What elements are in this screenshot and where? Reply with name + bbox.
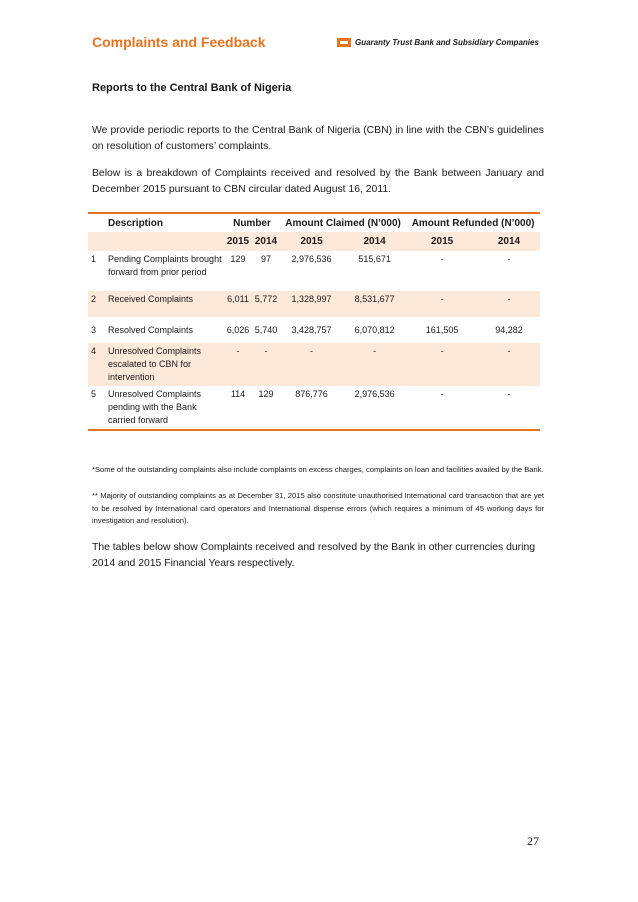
row-number: 4: [88, 343, 106, 386]
cell-value: -: [280, 343, 343, 386]
header-company-name: Guaranty Trust Bank and Subsidiary Companies: [355, 38, 539, 47]
cell-value: -: [406, 386, 478, 430]
header-amount-claimed: Amount Claimed (N’000): [280, 213, 406, 232]
footnote-2: ** Majority of outstanding complaints as at December 31, 2015 also constitute unauthorised International card transaction that are yet to be resolved by International card operators and International dispense errors (which requires a minimum of 45 working days for investigation and resolution).: [92, 491, 544, 525]
cell-value: -: [343, 343, 406, 386]
cell-value: 6,070,812: [354, 324, 395, 335]
row-description: Received Complaints: [106, 291, 224, 317]
cell-value: 6,011: [224, 291, 252, 317]
table-row: [88, 386, 540, 430]
cell-value: 3,428,757: [291, 324, 332, 335]
cell-value: -: [478, 343, 540, 386]
complaints-table: [88, 212, 540, 431]
footnote-1: *Some of the outstanding complaints also include complaints on excess charges, complaints on loan and facilities availed by the Bank.: [92, 465, 544, 474]
table-row: [88, 251, 540, 291]
row-number: 5: [88, 386, 106, 430]
cell-value: -: [440, 254, 444, 264]
row-number: 3: [91, 324, 97, 335]
gtbank-logo-icon: [337, 38, 351, 47]
table-row: [88, 291, 540, 317]
table-year-row: [88, 232, 540, 251]
page-header-title: Complaints and Feedback: [92, 34, 266, 50]
header-amount-refunded: Amount Refunded (N’000): [406, 213, 540, 232]
year-header: 2014: [252, 232, 280, 251]
cell-value: 2,976,536: [291, 254, 332, 264]
row-description: Unresolved Complaints pending with the Bank carried forward: [106, 386, 224, 430]
closing-paragraph: The tables below show Complaints received and resolved by the Bank in other currencies during 2014 and 2015 Financial Years respectively.: [92, 542, 535, 569]
cell-value: -: [406, 291, 478, 317]
year-header: 2014: [343, 232, 406, 251]
row-description: Pending Complaints brought forward from prior period: [108, 254, 222, 277]
page-number: 27: [527, 834, 539, 848]
header-number: Number: [224, 213, 280, 232]
table-row: [88, 343, 540, 386]
row-description: Unresolved Complaints escalated to CBN for intervention: [106, 343, 224, 386]
cell-value: 2,976,536: [343, 386, 406, 430]
cell-value: 876,776: [280, 386, 343, 430]
cell-value: 5,772: [252, 291, 280, 317]
cell-value: 114: [224, 386, 252, 430]
section-title: Reports to the Central Bank of Nigeria: [92, 82, 292, 94]
cell-value: 97: [260, 254, 271, 264]
cell-value: -: [224, 343, 252, 386]
row-number: 2: [88, 291, 106, 317]
cell-value: 515,671: [358, 254, 391, 264]
cell-value: 129: [252, 386, 280, 430]
cell-value: 6,026: [226, 324, 250, 335]
year-header: 2015: [280, 232, 343, 251]
year-header: 2015: [406, 232, 478, 251]
cell-value: -: [252, 343, 280, 386]
table-row: [88, 317, 540, 343]
cell-value: -: [406, 343, 478, 386]
year-header: 2014: [478, 232, 540, 251]
table-header-row: [88, 213, 540, 232]
breakdown-paragraph: Below is a breakdown of Complaints received and resolved by the Bank between January and December 2015 pursuant to CBN circular dated August 16, 2011.: [92, 168, 544, 195]
cell-value: 161,505: [425, 324, 459, 335]
cell-value: -: [507, 254, 511, 264]
row-description: Resolved Complaints: [108, 324, 194, 335]
cell-value: -: [478, 291, 540, 317]
cell-value: -: [478, 386, 540, 430]
row-number: 1: [91, 254, 97, 264]
year-header: 2015: [224, 232, 252, 251]
cell-value: 1,328,997: [280, 291, 343, 317]
cell-value: 129: [230, 254, 246, 264]
cell-value: 8,531,677: [343, 291, 406, 317]
header-description: Description: [106, 213, 224, 232]
header-company-block: [337, 38, 539, 47]
intro-paragraph: We provide periodic reports to the Central Bank of Nigeria (CBN) in line with the CBN’s guidelines on resolution of customers’ complaints.: [92, 125, 544, 152]
cell-value: 94,282: [495, 324, 523, 335]
cell-value: 5,740: [254, 324, 278, 335]
